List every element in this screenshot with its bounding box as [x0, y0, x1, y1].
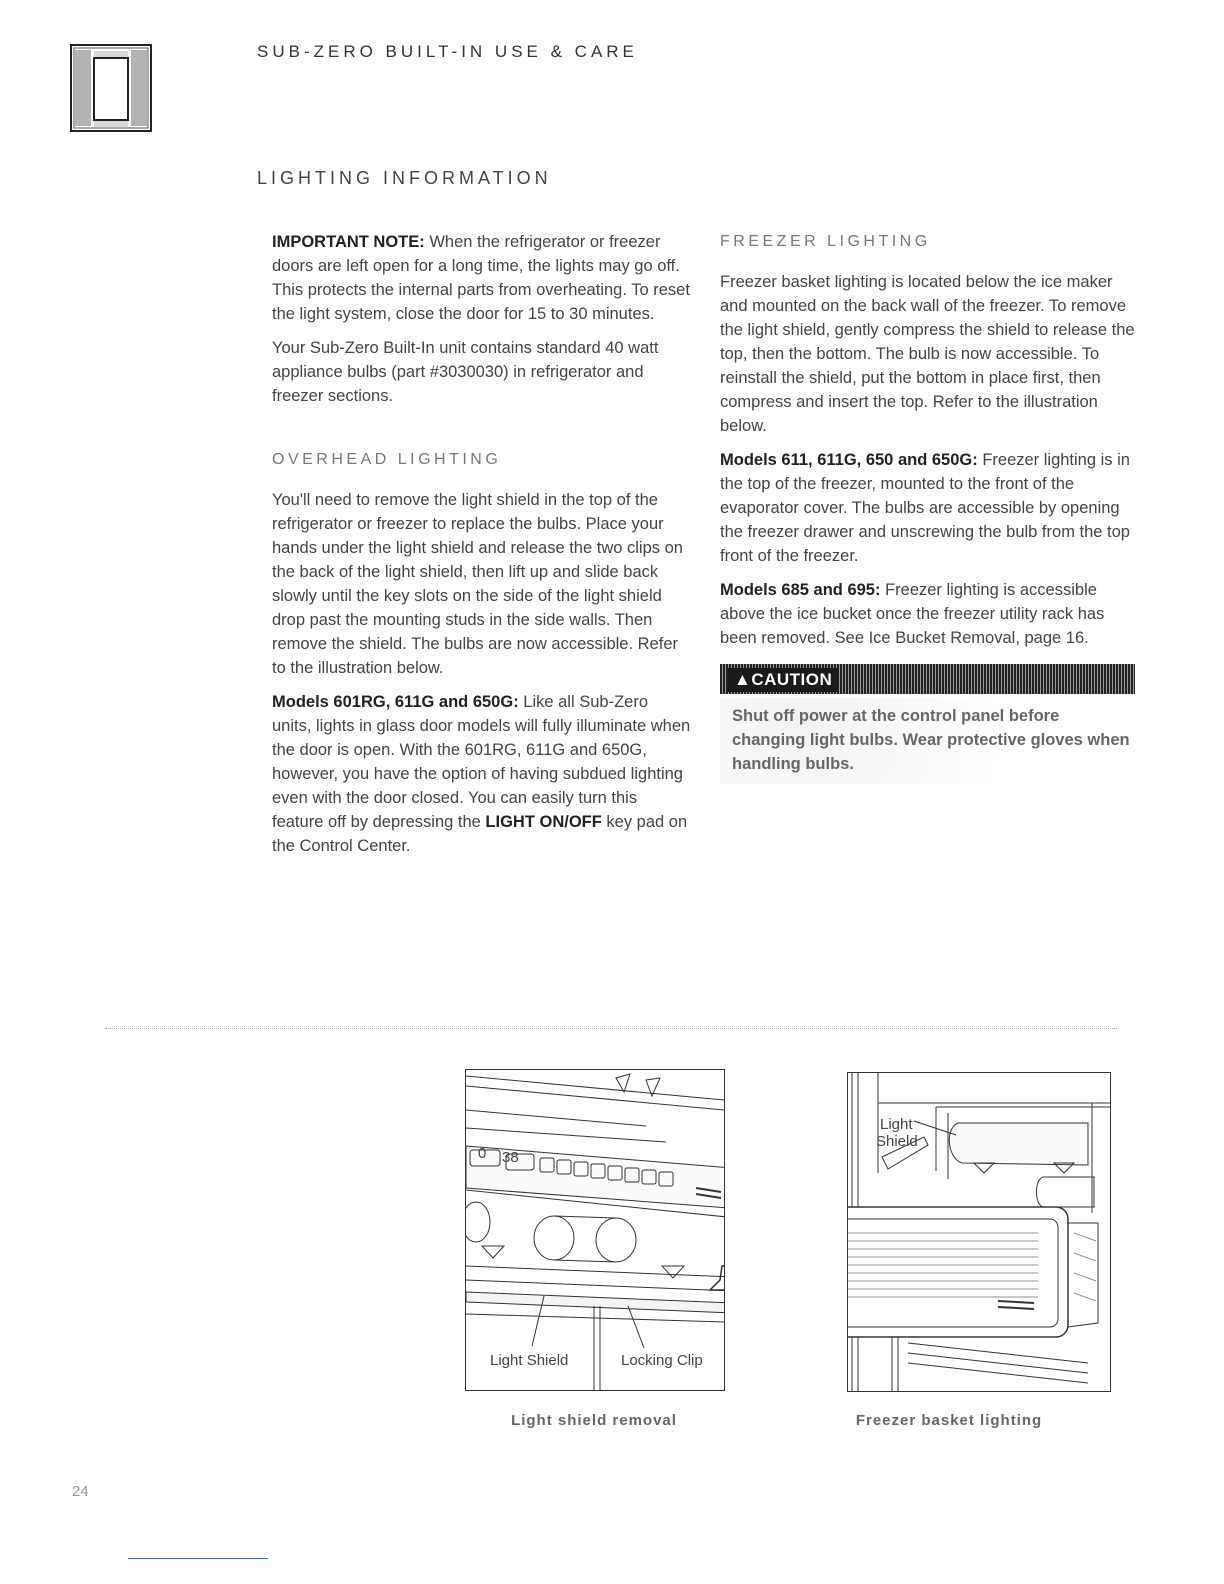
caution-banner	[720, 664, 1135, 694]
models-611-text: Freezer lighting is in the top of the freezer, mounted to the front of the evaporator cover. The bulbs are accessible by opening the freezer drawer and unscrewing the bulb from the top front of the freezer.	[720, 451, 1130, 565]
left-column	[272, 230, 692, 868]
sub-zero-logo	[70, 44, 152, 132]
freezer-heading: FREEZER LIGHTING	[720, 233, 931, 250]
models-611-paragraph	[720, 448, 1135, 568]
important-text: When the refrigerator or freezer doors are left open for a long time, the lights may go off. This protects the internal parts from overheating. To reset the light system, close the door for 15 to 30 minutes.	[272, 233, 690, 323]
section-divider	[105, 1028, 1117, 1029]
freezer-basket-illustration	[847, 1072, 1111, 1392]
important-note	[272, 230, 692, 326]
important-label: IMPORTANT NOTE:	[272, 233, 425, 251]
caution-label	[728, 668, 838, 692]
fig1-locking-clip-label: Locking Clip	[621, 1352, 703, 1369]
page-number: 24	[72, 1483, 89, 1500]
caution-text: Shut off power at the control panel before changing light bulbs. Wear protective gloves when handling bulbs.	[720, 698, 1135, 784]
light-onoff-key: LIGHT ON/OFF	[485, 813, 602, 831]
fig2-shield-label: Shield	[876, 1133, 918, 1150]
models-685-paragraph	[720, 578, 1135, 650]
overhead-paragraph: You'll need to remove the light shield in the top of the refrigerator or freezer to replace the bulbs. Place your hands under the light shield and release the two clips on the back of the light shield, then lift up and slide back slowly until the key slots on the side of the light shield drop past the mounting studs in the side walls. Then remove the shield. The bulbs are now accessible. Refer to the illustration below.	[272, 491, 683, 677]
footer-rule	[128, 1558, 268, 1559]
warning-icon: ▲	[734, 670, 752, 689]
fig1-caption: Light shield removal	[511, 1412, 677, 1429]
glass-models-label: Models 601RG, 611G and 650G:	[272, 693, 519, 711]
fig1-display-right: 38	[502, 1149, 519, 1166]
glass-models-paragraph	[272, 690, 692, 858]
fig2-light-label: Light	[880, 1116, 913, 1133]
fig1-display-left: 0	[478, 1145, 487, 1162]
glass-models-text-1: Like all Sub-Zero units, lights in glass door models will fully illuminate when the door is open. With the 601RG, 611G and 650G, however, you have the option of having subdued lighting even with the door closed. You can easily turn this feature off by depressing the	[272, 693, 691, 831]
section-title: LIGHTING INFORMATION	[257, 168, 552, 188]
models-611-label: Models 611, 611G, 650 and 650G:	[720, 451, 978, 469]
caution-word: CAUTION	[751, 670, 833, 689]
models-685-text: Freezer lighting is accessible above the ice bucket once the freezer utility rack has been removed. See Ice Bucket Removal, page 16.	[720, 581, 1105, 647]
models-685-label: Models 685 and 695:	[720, 581, 881, 599]
spacer	[272, 418, 692, 448]
running-head: SUB-ZERO BUILT-IN USE & CARE	[257, 42, 638, 61]
overhead-heading: OVERHEAD LIGHTING	[272, 451, 502, 468]
freezer-paragraph: Freezer basket lighting is located below the ice maker and mounted on the back wall of the freezer. To remove the light shield, gently compress the shield to release the top, then the bottom. The bulb is now accessible. To reinstall the shield, put the bottom in place first, then compress and insert the top. Refer to the illustration below.	[720, 273, 1135, 435]
right-column	[720, 230, 1135, 784]
bulbs-paragraph: Your Sub-Zero Built-In unit contains standard 40 watt appliance bulbs (part #3030030) in refrigerator and freezer sections.	[272, 339, 659, 405]
light-shield-illustration	[465, 1069, 725, 1391]
glass-models-text-2: key pad on the Control Center.	[272, 813, 688, 855]
fig1-light-shield-label: Light Shield	[490, 1352, 569, 1369]
fig2-caption: Freezer basket lighting	[855, 1412, 1043, 1429]
